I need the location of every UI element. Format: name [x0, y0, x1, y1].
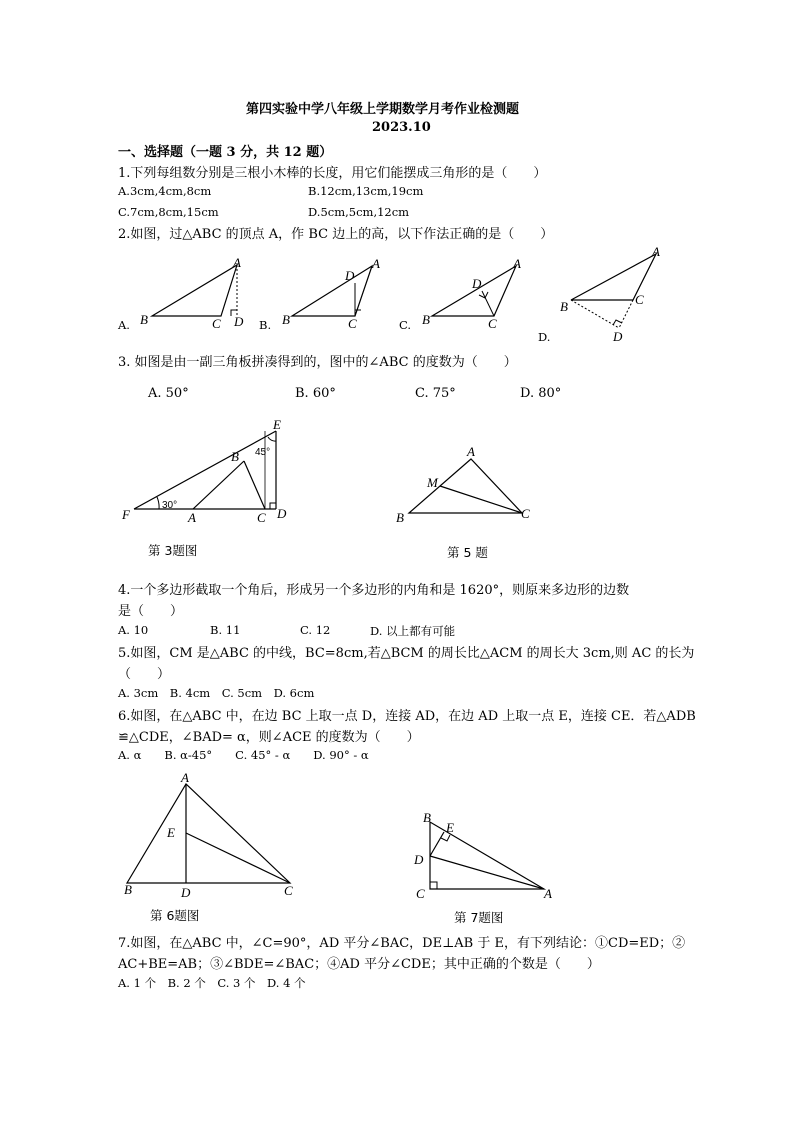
q2-option-c: C.: [399, 318, 412, 332]
fig5-label-a: A: [467, 444, 475, 459]
fig6-caption: 第 6题图: [150, 908, 200, 923]
page-title: 第四实验中学八年级上学期数学月考作业检测题: [246, 102, 520, 117]
q4-option-d: D. 以上都有可能: [370, 624, 456, 638]
q7-stem-line2: AC+BE=AB；③∠BDE=∠BAC；④AD 平分∠CDE；其中正确的个数是（ ）: [118, 957, 600, 972]
fig7-label-e: E: [446, 820, 454, 835]
fig5-caption: 第 5 题: [447, 545, 488, 560]
q2d-label-a: A: [652, 244, 660, 259]
q1-option-a: A.3cm,4cm,8cm: [118, 184, 212, 198]
q4-option-b: B. 11: [210, 623, 241, 637]
q4-option-a: A. 10: [118, 623, 149, 637]
fig5-label-c: C: [521, 506, 530, 521]
q6-stem-line2: ≌△CDE，∠BAD= α，则∠ACE 的度数为（ ）: [118, 730, 420, 745]
q2b-label-d: D: [345, 268, 355, 283]
q6-options: A. α B. α-45° C. 45° - α D. 90° - α: [118, 748, 369, 762]
q2a-label-d: D: [234, 314, 244, 329]
fig6-label-a: A: [181, 770, 189, 785]
q2a-label-c: C: [212, 316, 221, 331]
q2c-label-d: D: [472, 276, 482, 291]
q2c-label-c: C: [488, 316, 497, 331]
q1-option-d: D.5cm,5cm,12cm: [308, 205, 410, 219]
q2b-label-b: B: [282, 312, 290, 327]
fig7-label-c: C: [416, 886, 425, 901]
q3-stem: 3. 如图是由一副三角板拼凑得到的，图中的∠ABC 的度数为（ ）: [118, 355, 517, 370]
fig3-label-b: B: [231, 449, 239, 464]
fig3-caption: 第 3题图: [148, 543, 198, 558]
fig7-label-b: B: [423, 810, 431, 825]
q2c-label-b: B: [422, 312, 430, 327]
q7-options: A. 1 个 B. 2 个 C. 3 个 D. 4 个: [118, 976, 306, 990]
fig3-label-f: F: [122, 507, 130, 522]
q3-option-c: C. 75°: [415, 386, 456, 401]
q1-option-b: B.12cm,13cm,19cm: [308, 184, 424, 198]
section-heading: 一、选择题（一题 3 分，共 12 题）: [118, 145, 333, 160]
q2-option-a: A.: [118, 318, 130, 332]
fig3-angle-45: 45°: [255, 447, 271, 458]
fig6-label-b: B: [124, 882, 132, 897]
page-date: 2023.10: [372, 120, 431, 135]
q3-option-d: D. 80°: [520, 386, 562, 401]
q4-stem-line2: 是（ ）: [118, 604, 184, 619]
q2-stem: 2.如图，过△ABC 的顶点 A，作 BC 边上的高，以下作法正确的是（ ）: [118, 227, 554, 242]
q5-stem-line1: 5.如图，CM 是△ABC 的中线，BC=8cm,若△BCM 的周长比△ACM 的周长大 3cm,则 AC 的长为: [118, 646, 695, 661]
fig5-label-m: M: [427, 475, 438, 490]
q2-option-b: B.: [259, 318, 272, 332]
fig3-label-d: D: [277, 506, 287, 521]
fig3-angle-30: 30°: [162, 500, 178, 511]
q2d-label-c: C: [635, 292, 644, 307]
fig6-label-e: E: [167, 825, 175, 840]
q2d-label-d: D: [613, 329, 623, 344]
q1-option-c: C.7cm,8cm,15cm: [118, 205, 219, 219]
q4-stem-line1: 4.一个多边形截取一个角后，形成另一个多边形的内角和是 1620°，则原来多边形的边数: [118, 583, 630, 598]
q2b-label-c: C: [348, 316, 357, 331]
fig6-label-c: C: [284, 883, 293, 898]
fig3-label-a: A: [188, 510, 196, 525]
q7-stem-line1: 7.如图，在△ABC 中，∠C=90°，AD 平分∠BAC，DE⊥AB 于 E，有下列结论：①CD=ED；②: [118, 936, 686, 951]
fig7-label-d: D: [414, 852, 424, 867]
fig7-label-a: A: [544, 886, 552, 901]
q5-stem-line2: （ ）: [118, 667, 171, 682]
q5-options: A. 3cm B. 4cm C. 5cm D. 6cm: [118, 686, 315, 700]
q4-option-c: C. 12: [300, 623, 331, 637]
q2c-label-a: A: [513, 256, 521, 271]
fig3-label-c: C: [257, 510, 266, 525]
fig7-caption: 第 7题图: [454, 910, 504, 925]
fig5-label-b: B: [396, 510, 404, 525]
q2b-label-a: A: [372, 256, 380, 271]
q1-stem: 1.下列每组数分别是三根小木棒的长度，用它们能摆成三角形的是（ ）: [118, 166, 547, 181]
q3-option-a: A. 50°: [148, 386, 189, 401]
q2-option-d: D.: [538, 330, 551, 344]
q2a-label-b: B: [140, 312, 148, 327]
fig3-label-e: E: [273, 417, 281, 432]
q6-stem-line1: 6.如图，在△ABC 中，在边 BC 上取一点 D，连接 AD，在边 AD 上取一点 E，连接 CE．若△ADB: [118, 709, 696, 724]
q2d-label-b: B: [560, 299, 568, 314]
fig6-label-d: D: [181, 885, 191, 900]
q3-option-b: B. 60°: [295, 386, 336, 401]
q2a-label-a: A: [233, 255, 241, 270]
